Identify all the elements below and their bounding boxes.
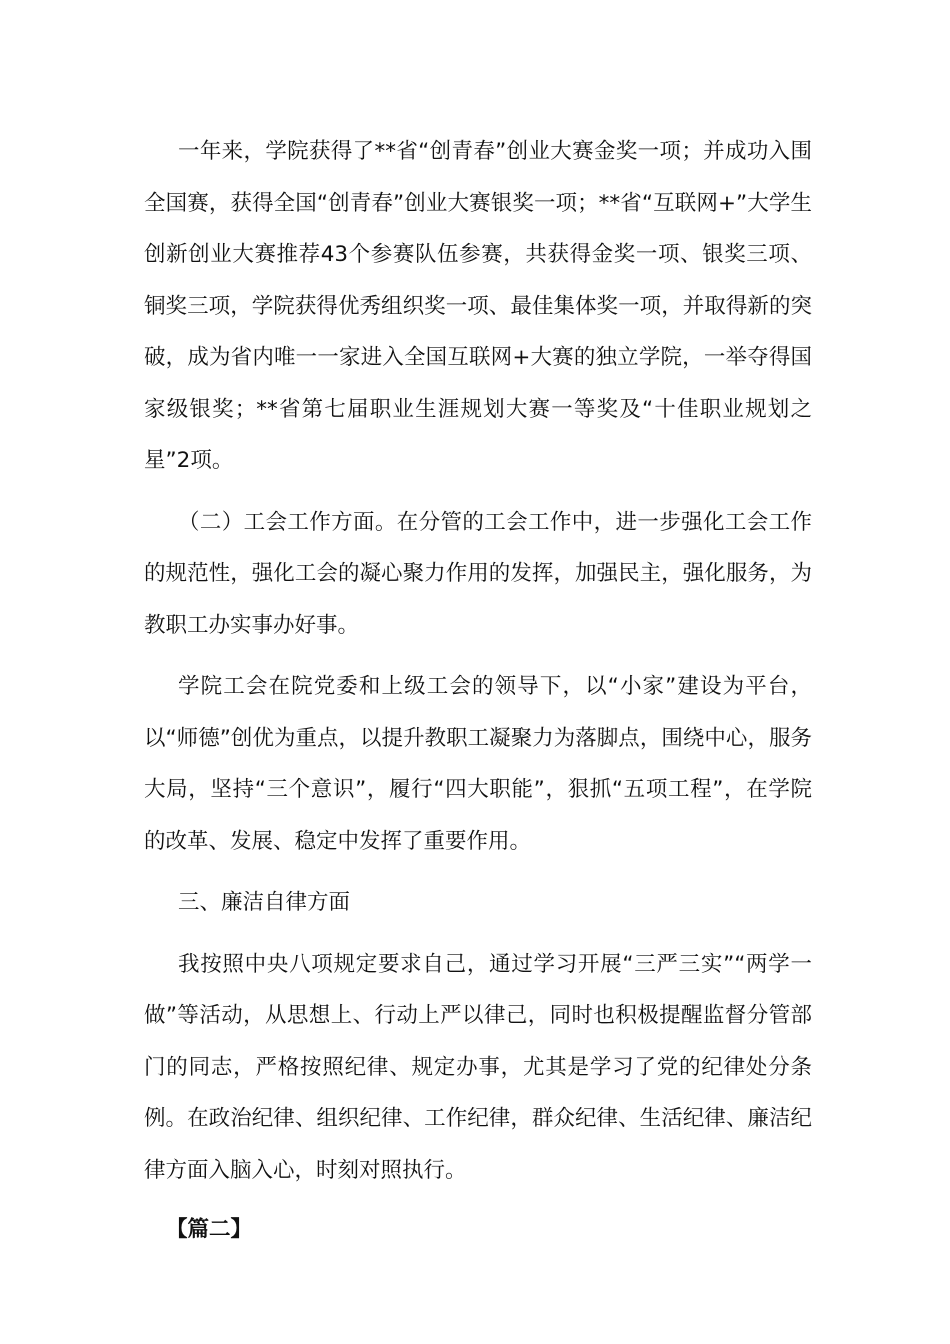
paragraph-union-details: 学院工会在院党委和上级工会的领导下，以“小家”建设为平台，以“师德”创优为重点，以提升教职工凝聚力为落脚点，围绕中心，服务大局，坚持“三个意识”，履行“四大职能”，狠抓“五项工程”，在学院的改革、发展、稳定中发挥了重要作用。 <box>144 674 812 854</box>
paragraph-awards: 一年来，学院获得了**省“创青春”创业大赛金奖一项；并成功入围全国赛，获得全国“创青春”创业大赛银奖一项；**省“互联网+”大学生创新创业大赛推荐43个参赛队伍参赛，共获得金奖一项、银奖三项、铜奖三项，学院获得优秀组织奖一项、最佳集体奖一项，并取得新的突破，成为省内唯一一家进入全国互联网+大赛的独立学院，一举夺得国家级银奖；**省第七届职业生涯规划大赛一等奖及“十佳职业规划之星”2项。 <box>144 139 812 473</box>
section-heading-integrity: 三、廉洁自律方面 <box>178 890 351 915</box>
paragraph-union-work: （二）工会工作方面。在分管的工会工作中，进一步强化工会工作的规范性，强化工会的凝心聚力作用的发挥，加强民主，强化服务，为教职工办实事办好事。 <box>144 509 812 638</box>
document-body <box>144 126 812 1256</box>
paragraph-integrity: 我按照中央八项规定要求自己，通过学习开展“三严三实”“两学一做”等活动，从思想上、行动上严以律己，同时也积极提醒监督分管部门的同志，严格按照纪律、规定办事，尤其是学习了党的纪律处分条例。在政治纪律、组织纪律、工作纪律，群众纪律、生活纪律、廉洁纪律方面入脑入心，时刻对照执行。 <box>144 951 812 1183</box>
section-marker: 【篇二】 <box>166 1217 253 1242</box>
